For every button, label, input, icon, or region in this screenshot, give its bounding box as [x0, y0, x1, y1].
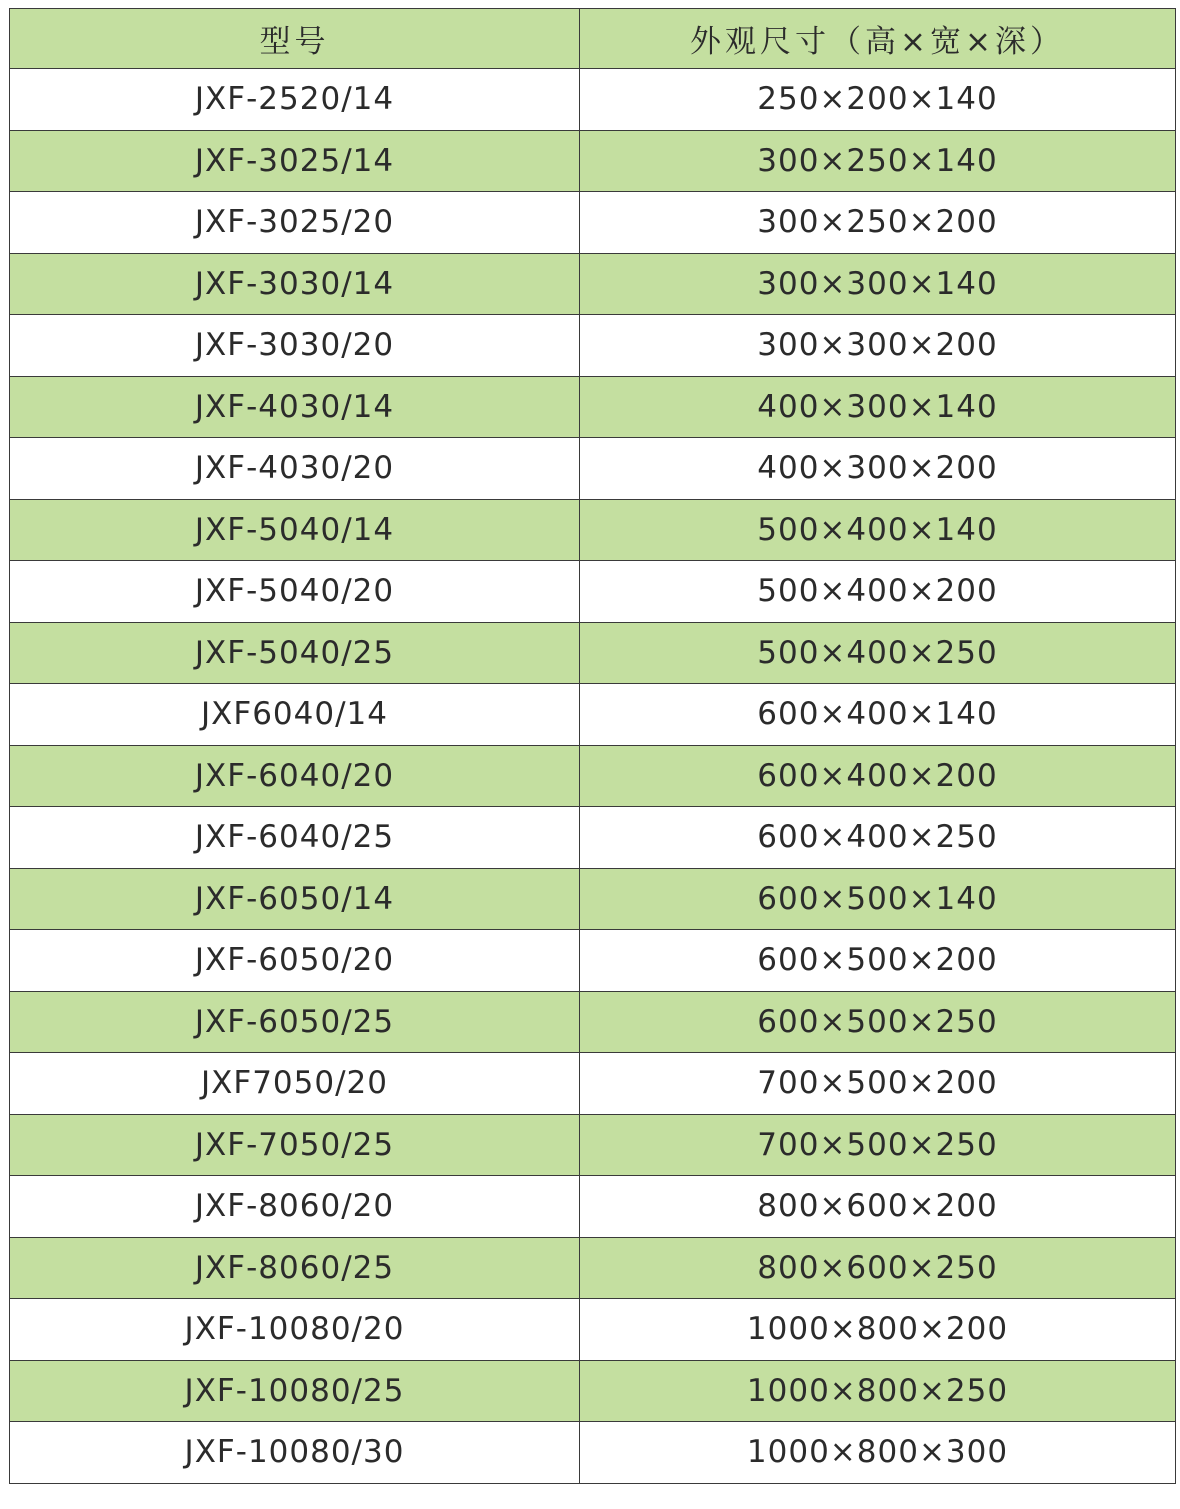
- table-row: [10, 1360, 1176, 1422]
- size-cell: 600×500×200: [580, 930, 1176, 992]
- size-cell: 600×400×140: [580, 684, 1176, 746]
- table-row: [10, 192, 1176, 254]
- size-cell: 300×250×200: [580, 192, 1176, 254]
- table-header: [10, 9, 1176, 69]
- table-row: [10, 438, 1176, 500]
- model-cell: JXF-6050/20: [10, 930, 580, 992]
- model-cell: JXF-6050/25: [10, 991, 580, 1053]
- table-row: [10, 253, 1176, 315]
- size-cell: 500×400×200: [580, 561, 1176, 623]
- table-row: [10, 130, 1176, 192]
- table-row: [10, 1422, 1176, 1484]
- header-size: 外观尺寸（高×宽×深）: [580, 9, 1176, 69]
- table-row: [10, 930, 1176, 992]
- table-row: [10, 561, 1176, 623]
- size-cell: 600×400×250: [580, 807, 1176, 869]
- size-cell: 400×300×140: [580, 376, 1176, 438]
- size-cell: 1000×800×300: [580, 1422, 1176, 1484]
- spec-table: [9, 8, 1176, 1484]
- table-row: [10, 499, 1176, 561]
- table-row: [10, 1114, 1176, 1176]
- size-cell: 400×300×200: [580, 438, 1176, 500]
- table-row: [10, 684, 1176, 746]
- table-row: [10, 745, 1176, 807]
- model-cell: JXF6040/14: [10, 684, 580, 746]
- model-cell: JXF-4030/20: [10, 438, 580, 500]
- model-cell: JXF-6050/14: [10, 868, 580, 930]
- size-cell: 500×400×250: [580, 622, 1176, 684]
- model-cell: JXF-8060/25: [10, 1237, 580, 1299]
- table-row: [10, 991, 1176, 1053]
- model-cell: JXF-4030/14: [10, 376, 580, 438]
- size-cell: 300×300×140: [580, 253, 1176, 315]
- table-row: [10, 622, 1176, 684]
- size-cell: 500×400×140: [580, 499, 1176, 561]
- model-cell: JXF-5040/20: [10, 561, 580, 623]
- table-row: [10, 1176, 1176, 1238]
- size-cell: 1000×800×200: [580, 1299, 1176, 1361]
- model-cell: JXF-2520/14: [10, 69, 580, 131]
- size-cell: 600×500×250: [580, 991, 1176, 1053]
- model-cell: JXF-3025/14: [10, 130, 580, 192]
- model-cell: JXF-10080/25: [10, 1360, 580, 1422]
- table-row: [10, 1053, 1176, 1115]
- size-cell: 250×200×140: [580, 69, 1176, 131]
- model-cell: JXF-6040/20: [10, 745, 580, 807]
- table-row: [10, 1237, 1176, 1299]
- size-cell: 600×400×200: [580, 745, 1176, 807]
- table-row: [10, 1299, 1176, 1361]
- model-cell: JXF-5040/14: [10, 499, 580, 561]
- size-cell: 300×300×200: [580, 315, 1176, 377]
- table-row: [10, 807, 1176, 869]
- table-body: [10, 69, 1176, 1484]
- size-cell: 700×500×250: [580, 1114, 1176, 1176]
- model-cell: JXF-3030/14: [10, 253, 580, 315]
- model-cell: JXF7050/20: [10, 1053, 580, 1115]
- header-row: [10, 9, 1176, 69]
- model-cell: JXF-7050/25: [10, 1114, 580, 1176]
- size-cell: 1000×800×250: [580, 1360, 1176, 1422]
- table-row: [10, 376, 1176, 438]
- table-row: [10, 868, 1176, 930]
- model-cell: JXF-5040/25: [10, 622, 580, 684]
- size-cell: 600×500×140: [580, 868, 1176, 930]
- model-cell: JXF-6040/25: [10, 807, 580, 869]
- header-model: 型号: [10, 9, 580, 69]
- size-cell: 700×500×200: [580, 1053, 1176, 1115]
- model-cell: JXF-8060/20: [10, 1176, 580, 1238]
- size-cell: 800×600×250: [580, 1237, 1176, 1299]
- size-cell: 800×600×200: [580, 1176, 1176, 1238]
- model-cell: JXF-3030/20: [10, 315, 580, 377]
- table-row: [10, 315, 1176, 377]
- model-cell: JXF-3025/20: [10, 192, 580, 254]
- size-cell: 300×250×140: [580, 130, 1176, 192]
- model-cell: JXF-10080/30: [10, 1422, 580, 1484]
- model-cell: JXF-10080/20: [10, 1299, 580, 1361]
- table-row: [10, 69, 1176, 131]
